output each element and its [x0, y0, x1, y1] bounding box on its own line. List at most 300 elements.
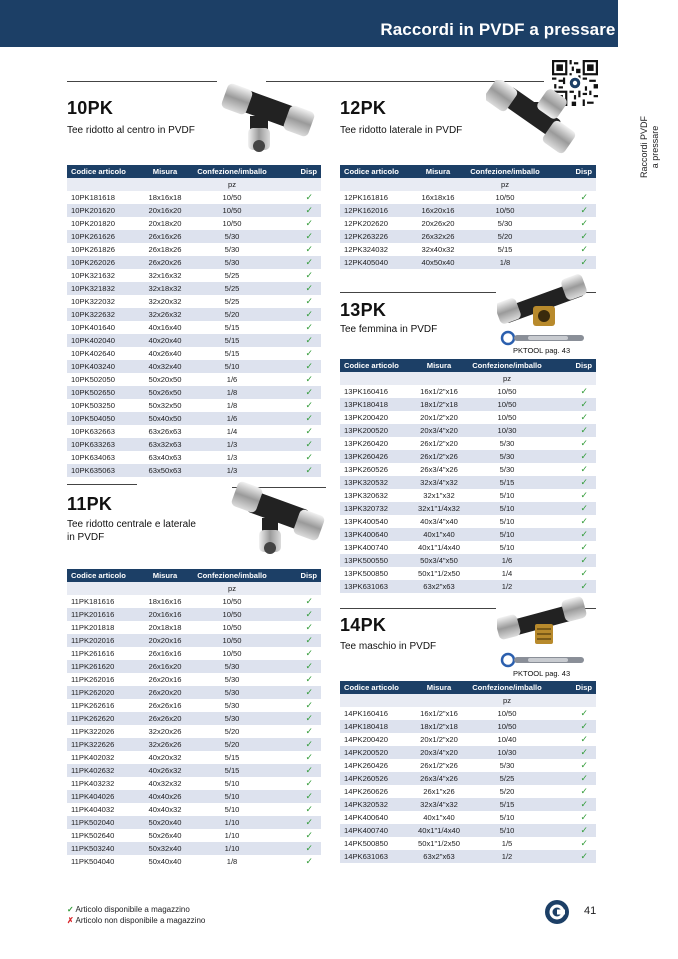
check-icon: ✓	[550, 528, 596, 541]
cell-pack: 5/20	[462, 230, 548, 243]
cell-pack: 10/50	[462, 204, 548, 217]
check-icon: ✓	[550, 580, 596, 593]
cell-code: 11PK261616	[67, 647, 141, 660]
check-icon: ✓	[275, 816, 321, 829]
check-icon: ✓	[550, 541, 596, 554]
cell-pack: 1/2	[464, 850, 550, 863]
col-header-code: Codice articolo	[67, 569, 141, 582]
cell-size: 63x26x63	[141, 425, 189, 438]
cell-size: 26x20x26	[141, 256, 189, 269]
check-icon: ✓	[550, 411, 596, 424]
cell-pack: 5/25	[189, 269, 275, 282]
table-row	[340, 759, 596, 772]
cell-size: 40x40x26	[141, 790, 189, 803]
cell-code: 14PK160416	[340, 707, 414, 720]
check-icon: ✓	[67, 905, 74, 914]
table-row	[67, 764, 321, 777]
table-row	[340, 746, 596, 759]
check-icon: ✓	[275, 790, 321, 803]
section-subtitle-11pk-line1: Tee ridotto centrale e laterale	[67, 519, 196, 530]
check-icon: ✓	[275, 360, 321, 373]
cell-size: 16x1/2"x16	[414, 707, 464, 720]
table-row	[67, 699, 321, 712]
table-row	[67, 256, 321, 269]
cell-pack: 5/30	[464, 437, 550, 450]
table-row	[340, 411, 596, 424]
cell-code: 10PK635063	[67, 464, 141, 477]
section-code-12pk: 12PK	[340, 98, 387, 118]
cell-code: 14PK260426	[340, 759, 414, 772]
check-icon: ✓	[275, 256, 321, 269]
check-icon: ✓	[275, 842, 321, 855]
table-row	[67, 438, 321, 451]
cell-pack: 1/8	[462, 256, 548, 269]
check-icon: ✓	[550, 385, 596, 398]
cell-size: 16x18x16	[414, 191, 462, 204]
check-icon: ✓	[275, 282, 321, 295]
table-11pk	[67, 569, 321, 868]
table-row	[340, 824, 596, 837]
col-header-size: Misura	[141, 569, 189, 582]
col-header-pack: Confezione/imballo	[462, 165, 548, 178]
cell-pack: 5/10	[464, 502, 550, 515]
cell-pack: 10/50	[189, 647, 275, 660]
cell-pack: 1/8	[189, 386, 275, 399]
cell-size: 40x20x40	[141, 334, 189, 347]
cell-pack: 10/40	[464, 733, 550, 746]
cell-pack: 1/3	[189, 438, 275, 451]
table-row	[340, 489, 596, 502]
pktool-image	[500, 652, 586, 668]
cell-size: 40x40x32	[141, 803, 189, 816]
check-icon: ✓	[548, 217, 596, 230]
section-code-11pk: 11PK	[67, 494, 113, 514]
table-row	[67, 451, 321, 464]
cell-size: 20x1/2"x20	[414, 733, 464, 746]
cell-code: 11PK201818	[67, 621, 141, 634]
cell-pack: 1/10	[189, 842, 275, 855]
divider	[67, 81, 217, 82]
cell-size: 50x40x50	[141, 412, 189, 425]
table-row	[340, 502, 596, 515]
col-header-code: Codice articolo	[340, 359, 414, 372]
col-header-avail: Disp	[550, 359, 596, 372]
check-icon: ✓	[275, 855, 321, 868]
check-icon: ✓	[275, 191, 321, 204]
cell-code: 11PK403232	[67, 777, 141, 790]
section-code-13pk: 13PK	[340, 300, 387, 320]
table-row	[67, 269, 321, 282]
check-icon: ✓	[548, 204, 596, 217]
table-row	[340, 191, 596, 204]
cell-code: 11PK322626	[67, 738, 141, 751]
table-12pk	[340, 165, 596, 269]
cell-code: 12PK202620	[340, 217, 414, 230]
cell-pack: 10/50	[462, 191, 548, 204]
check-icon: ✓	[275, 217, 321, 230]
cell-pack: 5/30	[189, 712, 275, 725]
cell-pack: 1/3	[189, 464, 275, 477]
check-icon: ✓	[550, 759, 596, 772]
cell-pack: 5/30	[189, 673, 275, 686]
cell-size: 32x40x32	[414, 243, 462, 256]
check-icon: ✓	[275, 660, 321, 673]
cell-code: 10PK502650	[67, 386, 141, 399]
table-row	[67, 829, 321, 842]
check-icon: ✓	[550, 772, 596, 785]
cell-size: 26x16x26	[141, 230, 189, 243]
check-icon: ✓	[550, 746, 596, 759]
check-icon: ✓	[275, 321, 321, 334]
check-icon: ✓	[275, 230, 321, 243]
table-row	[67, 725, 321, 738]
brand-logo-icon	[544, 899, 570, 925]
table-row	[67, 204, 321, 217]
cell-pack: 5/20	[189, 308, 275, 321]
cell-pack: 1/4	[464, 567, 550, 580]
check-icon: ✓	[550, 850, 596, 863]
table-row	[340, 230, 596, 243]
cell-code: 14PK200520	[340, 746, 414, 759]
cell-pack: 5/20	[189, 725, 275, 738]
cell-size: 40x1"x40	[414, 528, 464, 541]
cell-code: 11PK262616	[67, 699, 141, 712]
section-code-10pk: 10PK	[67, 98, 114, 118]
unit-label: pz	[189, 178, 275, 191]
col-header-size: Misura	[414, 359, 464, 372]
cell-size: 40x1"1/4x40	[414, 824, 464, 837]
cell-size: 32x3/4"x32	[414, 798, 464, 811]
check-icon: ✓	[275, 699, 321, 712]
table-row	[67, 595, 321, 608]
col-header-pack: Confezione/imballo	[189, 165, 275, 178]
table-row	[67, 712, 321, 725]
cell-size: 40x26x32	[141, 764, 189, 777]
cell-size: 16x20x16	[414, 204, 462, 217]
legend-unavailable	[67, 915, 205, 926]
section-subtitle-14pk: Tee maschio in PVDF	[340, 641, 437, 652]
table-row	[340, 217, 596, 230]
cell-pack: 5/30	[462, 217, 548, 230]
check-icon: ✓	[550, 437, 596, 450]
check-icon: ✓	[550, 720, 596, 733]
check-icon: ✓	[550, 424, 596, 437]
cell-code: 14PK260526	[340, 772, 414, 785]
cell-pack: 5/10	[464, 489, 550, 502]
cell-pack: 1/6	[189, 373, 275, 386]
cell-code: 13PK260526	[340, 463, 414, 476]
cell-code: 10PK181618	[67, 191, 141, 204]
legend	[67, 904, 205, 926]
check-icon: ✓	[275, 386, 321, 399]
check-icon: ✓	[275, 751, 321, 764]
cell-size: 40x20x32	[141, 751, 189, 764]
cell-pack: 10/50	[189, 634, 275, 647]
cell-code: 13PK631063	[340, 580, 414, 593]
cell-pack: 5/10	[189, 777, 275, 790]
divider	[340, 608, 496, 609]
cell-code: 10PK261826	[67, 243, 141, 256]
cell-code: 14PK200420	[340, 733, 414, 746]
col-header-avail: Disp	[550, 681, 596, 694]
pktool-reference-13pk[interactable]: PKTOOL pag. 43	[513, 346, 571, 355]
cell-pack: 1/2	[464, 580, 550, 593]
cell-size: 32x1"x32	[414, 489, 464, 502]
cell-code: 10PK322032	[67, 295, 141, 308]
table-row	[67, 308, 321, 321]
table-row	[340, 515, 596, 528]
side-label-line2: a pressare	[650, 125, 660, 169]
cell-code: 13PK320732	[340, 502, 414, 515]
check-icon: ✓	[275, 204, 321, 217]
cell-size: 40x26x40	[141, 347, 189, 360]
cell-code: 11PK502640	[67, 829, 141, 842]
table-row	[67, 295, 321, 308]
tee-reducer-image	[228, 478, 328, 558]
check-icon: ✓	[550, 785, 596, 798]
side-label-line1: Raccordi PVDF	[639, 116, 649, 179]
section-code-14pk: 14PK	[340, 615, 387, 635]
check-icon: ✓	[550, 837, 596, 850]
table-row	[340, 398, 596, 411]
table-row	[67, 751, 321, 764]
legend-available-text: Articolo disponibile a magazzino	[75, 905, 190, 914]
cell-size: 50x20x50	[141, 373, 189, 386]
col-header-pack: Confezione/imballo	[464, 681, 550, 694]
cell-pack: 5/15	[189, 751, 275, 764]
table-row	[340, 554, 596, 567]
legend-unavailable-text: Articolo non disponibile a magazzino	[75, 916, 206, 925]
check-icon: ✓	[275, 595, 321, 608]
cell-size: 50x26x50	[141, 386, 189, 399]
cell-code: 13PK400640	[340, 528, 414, 541]
cell-code: 11PK262620	[67, 712, 141, 725]
cell-pack: 10/50	[189, 217, 275, 230]
cell-size: 26x1/2"x26	[414, 450, 464, 463]
table-10pk	[67, 165, 321, 477]
table-row	[67, 608, 321, 621]
cell-size: 20x18x20	[141, 217, 189, 230]
cell-size: 32x1"1/4x32	[414, 502, 464, 515]
check-icon: ✓	[550, 463, 596, 476]
cell-pack: 5/10	[189, 360, 275, 373]
cell-size: 26x1/2"x20	[414, 437, 464, 450]
check-icon: ✓	[550, 398, 596, 411]
cell-size: 26x20x16	[141, 673, 189, 686]
col-header-avail: Disp	[548, 165, 596, 178]
table-row	[340, 385, 596, 398]
cell-size: 32x18x32	[141, 282, 189, 295]
cell-pack: 5/20	[464, 785, 550, 798]
table-row	[67, 673, 321, 686]
col-header-code: Codice articolo	[340, 165, 414, 178]
cell-pack: 10/50	[189, 595, 275, 608]
cell-code: 10PK321832	[67, 282, 141, 295]
check-icon: ✓	[550, 567, 596, 580]
cell-code: 13PK200520	[340, 424, 414, 437]
cell-pack: 5/15	[189, 321, 275, 334]
cell-size: 26x16x16	[141, 647, 189, 660]
cell-code: 10PK402040	[67, 334, 141, 347]
cell-size: 40x50x40	[414, 256, 462, 269]
cell-code: 11PK503240	[67, 842, 141, 855]
cell-size: 40x1"x40	[414, 811, 464, 824]
cell-code: 11PK262020	[67, 686, 141, 699]
check-icon: ✓	[275, 621, 321, 634]
col-header-pack: Confezione/imballo	[189, 569, 275, 582]
cell-code: 14PK500850	[340, 837, 414, 850]
check-icon: ✓	[275, 308, 321, 321]
check-icon: ✓	[548, 191, 596, 204]
cell-pack: 5/10	[464, 515, 550, 528]
table-14pk	[340, 681, 596, 863]
col-header-pack: Confezione/imballo	[464, 359, 550, 372]
cell-code: 12PK324032	[340, 243, 414, 256]
table-row	[67, 803, 321, 816]
cell-code: 12PK263226	[340, 230, 414, 243]
tee-lateral-image	[486, 80, 581, 160]
cell-code: 13PK500850	[340, 567, 414, 580]
table-row	[67, 347, 321, 360]
cell-code: 11PK322026	[67, 725, 141, 738]
table-row	[340, 476, 596, 489]
cell-pack: 5/10	[464, 811, 550, 824]
section-subtitle-11pk	[67, 519, 196, 544]
col-header-size: Misura	[414, 681, 464, 694]
cell-pack: 5/30	[189, 686, 275, 699]
table-row	[67, 360, 321, 373]
check-icon: ✓	[550, 489, 596, 502]
pktool-reference-14pk[interactable]: PKTOOL pag. 43	[513, 669, 571, 678]
divider	[67, 484, 137, 485]
cell-pack: 10/50	[464, 411, 550, 424]
cell-pack: 5/10	[464, 528, 550, 541]
cell-code: 10PK201620	[67, 204, 141, 217]
cell-size: 20x3/4"x20	[414, 424, 464, 437]
cell-code: 10PK262026	[67, 256, 141, 269]
cell-code: 14PK400740	[340, 824, 414, 837]
cell-size: 50x20x40	[141, 816, 189, 829]
check-icon: ✓	[550, 798, 596, 811]
cell-code: 12PK162016	[340, 204, 414, 217]
check-icon: ✓	[275, 399, 321, 412]
cell-size: 50x3/4"x50	[414, 554, 464, 567]
section-subtitle-11pk-line2: in PVDF	[67, 531, 105, 543]
cell-code: 10PK503250	[67, 399, 141, 412]
tee-male-image	[497, 592, 589, 657]
check-icon: ✓	[550, 811, 596, 824]
table-row	[67, 647, 321, 660]
table-row	[340, 528, 596, 541]
cell-size: 32x16x32	[141, 269, 189, 282]
cell-code: 10PK401640	[67, 321, 141, 334]
cell-pack: 1/10	[189, 816, 275, 829]
cell-code: 10PK632663	[67, 425, 141, 438]
cell-size: 50x1"1/2x50	[414, 837, 464, 850]
cell-size: 50x1"1/2x50	[414, 567, 464, 580]
cell-pack: 5/15	[464, 476, 550, 489]
check-icon: ✓	[275, 295, 321, 308]
cell-code: 11PK261620	[67, 660, 141, 673]
check-icon: ✓	[275, 464, 321, 477]
check-icon: ✓	[275, 334, 321, 347]
cell-code: 13PK400740	[340, 541, 414, 554]
cell-size: 26x3/4"x26	[414, 463, 464, 476]
table-row	[67, 191, 321, 204]
cell-code: 10PK201820	[67, 217, 141, 230]
table-row	[340, 567, 596, 580]
table-row	[67, 842, 321, 855]
cell-code: 13PK200420	[340, 411, 414, 424]
cell-pack: 5/30	[464, 450, 550, 463]
legend-available	[67, 904, 205, 915]
table-row	[340, 243, 596, 256]
cell-size: 26x1/2"x26	[414, 759, 464, 772]
cell-code: 11PK402632	[67, 764, 141, 777]
cell-size: 20x16x16	[141, 608, 189, 621]
cell-code: 11PK201616	[67, 608, 141, 621]
cell-code: 10PK261626	[67, 230, 141, 243]
cell-code: 11PK181616	[67, 595, 141, 608]
table-row	[340, 850, 596, 863]
cross-icon: ✗	[67, 916, 74, 925]
check-icon: ✓	[550, 476, 596, 489]
table-row	[340, 437, 596, 450]
cell-size: 63x32x63	[141, 438, 189, 451]
cell-code: 13PK500550	[340, 554, 414, 567]
cell-code: 13PK180418	[340, 398, 414, 411]
check-icon: ✓	[550, 554, 596, 567]
cell-code: 11PK504040	[67, 855, 141, 868]
table-row	[67, 738, 321, 751]
cell-size: 16x1/2"x16	[414, 385, 464, 398]
cell-pack: 5/30	[189, 660, 275, 673]
table-row	[67, 686, 321, 699]
table-row	[340, 424, 596, 437]
check-icon: ✓	[275, 412, 321, 425]
col-header-code: Codice articolo	[67, 165, 141, 178]
table-row	[67, 855, 321, 868]
table-row	[67, 230, 321, 243]
cell-pack: 5/30	[464, 463, 550, 476]
table-row	[67, 282, 321, 295]
cell-size: 18x16x18	[141, 191, 189, 204]
page-title: Raccordi in PVDF a pressare _ A2	[380, 20, 656, 39]
cell-size: 20x16x20	[141, 204, 189, 217]
cell-code: 11PK404026	[67, 790, 141, 803]
cell-size: 18x16x16	[141, 595, 189, 608]
cell-code: 10PK402640	[67, 347, 141, 360]
cell-pack: 10/50	[464, 707, 550, 720]
cell-code: 13PK260426	[340, 450, 414, 463]
cell-size: 26x20x20	[141, 686, 189, 699]
cell-pack: 5/25	[189, 295, 275, 308]
cell-code: 13PK320532	[340, 476, 414, 489]
unit-label: pz	[462, 178, 548, 191]
cell-code: 10PK321632	[67, 269, 141, 282]
check-icon: ✓	[275, 764, 321, 777]
cell-pack: 1/6	[189, 412, 275, 425]
cell-code: 14PK631063	[340, 850, 414, 863]
cell-pack: 5/25	[189, 282, 275, 295]
cell-pack: 10/50	[189, 204, 275, 217]
cell-size: 20x26x20	[414, 217, 462, 230]
table-row	[67, 217, 321, 230]
table-row	[340, 463, 596, 476]
cell-size: 18x1/2"x18	[414, 720, 464, 733]
table-row	[67, 243, 321, 256]
unit-label: pz	[464, 694, 550, 707]
